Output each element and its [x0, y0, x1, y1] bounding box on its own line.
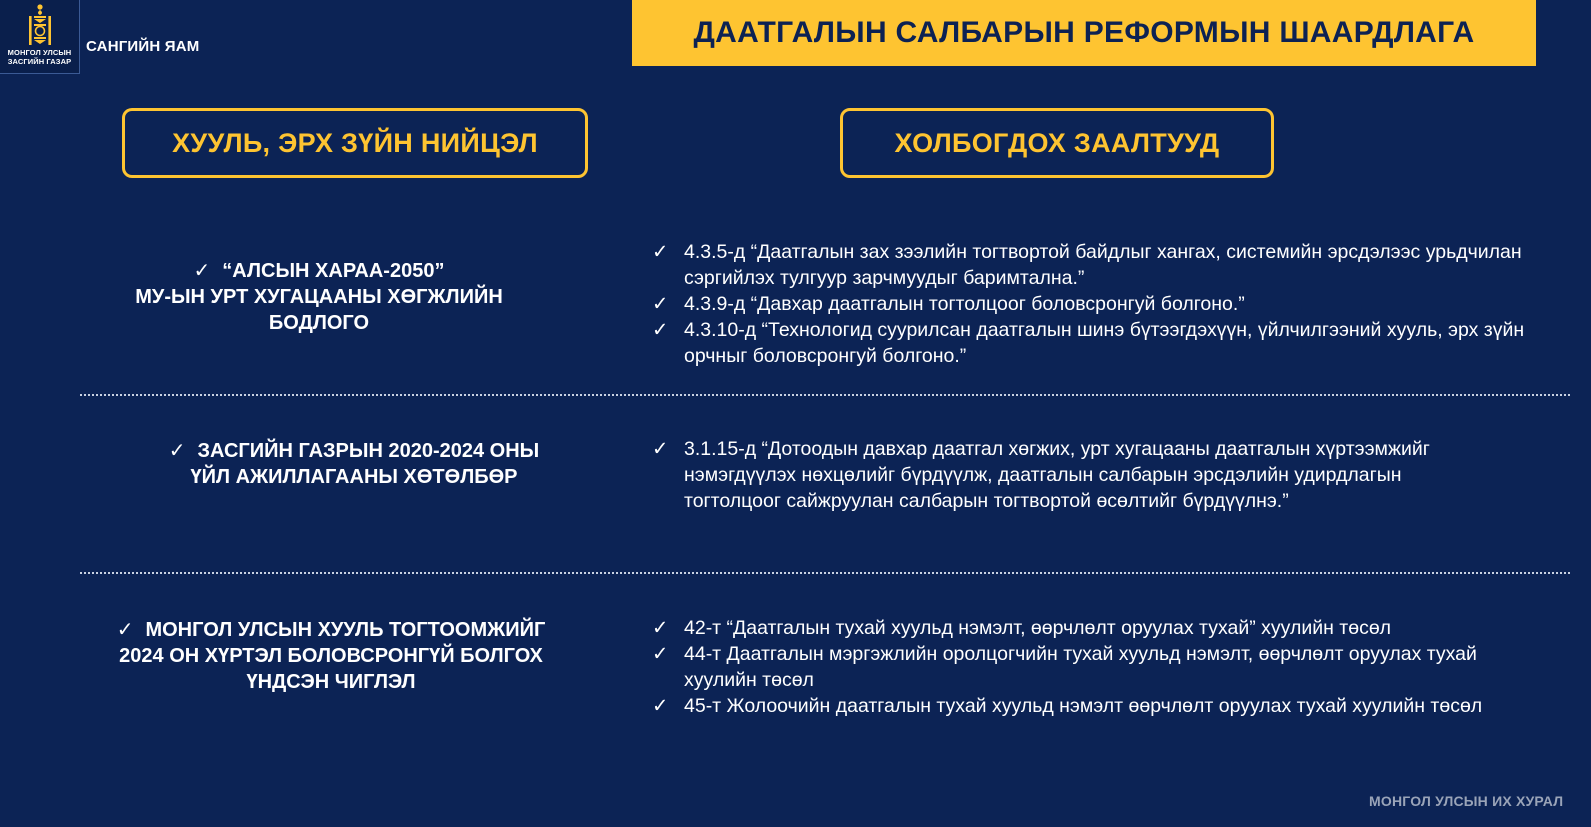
provisions-list-row1 — [652, 239, 1540, 369]
provision-item — [652, 239, 1540, 291]
row-divider — [80, 394, 1570, 396]
provisions-list-row3 — [652, 615, 1532, 719]
logo-caption-line1: МОНГОЛ УЛСЫН — [7, 48, 72, 57]
check-icon: ✓ — [652, 643, 669, 665]
provision-text: 4.3.9-д “Давхар даатгалын тогтолцоог боловсронгуй болгоно.” — [684, 293, 1245, 315]
policy-line: “АЛСЫН ХАРАА-2050” — [222, 260, 445, 282]
provision-item — [652, 641, 1532, 693]
policy-item-legal-directions — [76, 617, 586, 695]
policy-line: 2024 ОН ХҮРТЭЛ БОЛОВСРОНГҮЙ БОЛГОХ — [119, 645, 543, 667]
policy-item-government-program — [124, 438, 584, 490]
policy-line: МОНГОЛ УЛСЫН ХУУЛЬ ТОГТООМЖИЙГ — [145, 619, 546, 641]
check-icon: ✓ — [193, 260, 211, 282]
right-column-header — [840, 108, 1274, 178]
provision-item — [652, 317, 1540, 369]
logo-caption — [8, 48, 72, 66]
soyombo-emblem-icon — [25, 3, 55, 47]
check-icon: ✓ — [168, 440, 186, 462]
provision-item — [652, 291, 1540, 317]
check-icon: ✓ — [116, 619, 134, 641]
title-banner — [632, 0, 1536, 66]
provisions-list-row2 — [652, 436, 1502, 514]
government-logo — [0, 0, 80, 74]
check-icon: ✓ — [652, 617, 669, 639]
left-column-header-label: ХУУЛЬ, ЭРХ ЗҮЙН НИЙЦЭЛ — [172, 127, 538, 158]
provision-text: 45-т Жолоочийн даатгалын тухай хуульд нэмэлт өөрчлөлт оруулах тухай хуулийн төсөл — [684, 695, 1483, 717]
logo-caption-line2: ЗАСГИЙН ГАЗАР — [7, 57, 72, 66]
check-icon: ✓ — [652, 695, 669, 717]
policy-line: ҮЙЛ АЖИЛЛАГААНЫ ХӨТӨЛБӨР — [190, 466, 518, 488]
left-column-header — [122, 108, 588, 178]
provision-text: 42-т “Даатгалын тухай хуульд нэмэлт, өөрчлөлт оруулах тухай” хуулийн төсөл — [684, 617, 1392, 639]
provision-text: 44-т Даатгалын мэргэжлийн оролцогчийн тухай хуульд нэмэлт, өөрчлөлт оруулах тухай хуулийн төсөл — [684, 643, 1477, 691]
row-divider — [80, 572, 1570, 574]
check-icon: ✓ — [652, 241, 669, 263]
policy-line: БОДЛОГО — [268, 312, 370, 334]
footer-parliament-name: МОНГОЛ УЛСЫН ИХ ХУРАЛ — [1369, 793, 1564, 809]
provision-item — [652, 436, 1502, 514]
right-column-header-label: ХОЛБОГДОХ ЗААЛТУУД — [894, 127, 1220, 158]
provision-text: 3.1.15-д “Дотоодын давхар даатгал хөгжих, урт хугацааны даатгалын хүртээмжийг нэмэгдүүлэх нөхцөлийг бүрдүүлж, даатгалын салбарын эрсдэлийн удирдлагын тогтолцоог сайжруулан салбарын тогтвортой өсөлтийг бүрдүүлнэ.” — [684, 438, 1430, 512]
policy-line: ЗАСГИЙН ГАЗРЫН 2020-2024 ОНЫ — [197, 440, 540, 462]
policy-line: ҮНДСЭН ЧИГЛЭЛ — [246, 671, 416, 693]
provision-text: 4.3.10-д “Технологид суурилсан даатгалын шинэ бүтээгдэхүүн, үйлчилгээний хууль, эрх зүйн орчныг боловсронгуй болгоно.” — [684, 319, 1525, 367]
policy-line: МУ-ЫН УРТ ХУГАЦААНЫ ХӨГЖЛИЙН — [135, 286, 503, 308]
check-icon: ✓ — [652, 319, 669, 341]
ministry-name: САНГИЙН ЯАМ — [86, 38, 200, 55]
provision-text: 4.3.5-д “Даатгалын зах зээлийн тогтвортой байдлыг хангах, системийн эрсдэлээс урьдчилан сэргийлэх тулгуур зарчмуудыг баримтална.” — [684, 241, 1522, 289]
page-title: ДААТГАЛЫН САЛБАРЫН РЕФОРМЫН ШААРДЛАГА — [693, 16, 1475, 49]
policy-item-vision-2050 — [104, 258, 534, 336]
check-icon: ✓ — [652, 438, 669, 460]
check-icon: ✓ — [652, 293, 669, 315]
provision-item — [652, 693, 1532, 719]
provision-item — [652, 615, 1532, 641]
